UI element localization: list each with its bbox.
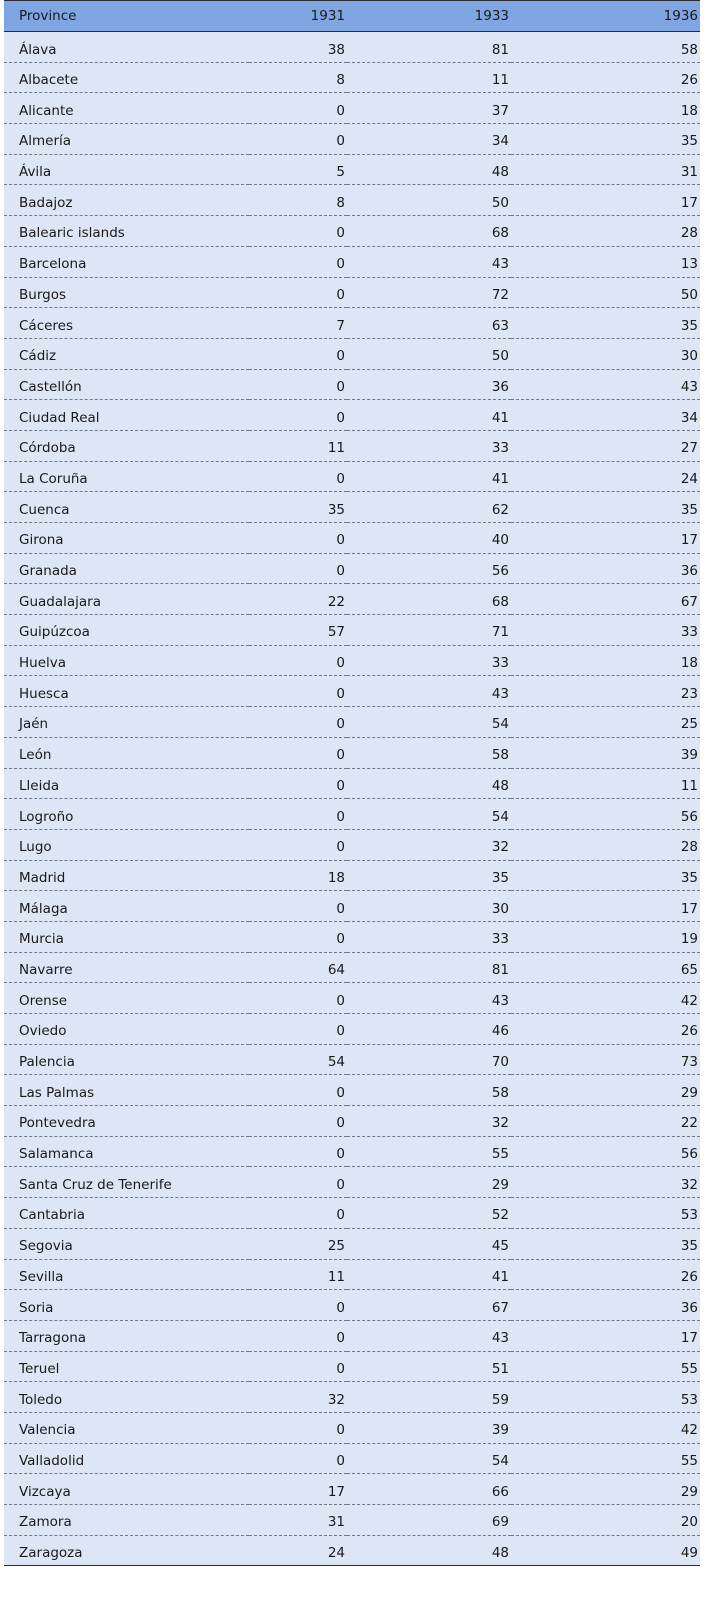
value-1933-cell: 33: [347, 430, 511, 461]
table-row: [4, 891, 700, 922]
value-1933-cell: 35: [347, 860, 511, 891]
province-cell: Cádiz: [4, 338, 249, 369]
province-cell: Salamanca: [4, 1136, 249, 1167]
table-row: [4, 584, 700, 615]
value-1931-cell: 0: [249, 676, 347, 707]
province-cell: Almería: [4, 124, 249, 155]
value-1933-cell: 34: [347, 124, 511, 155]
value-1936-cell: 34: [511, 400, 700, 431]
value-1933-cell: 58: [347, 1075, 511, 1106]
value-1933-cell: 54: [347, 707, 511, 738]
province-cell: Logroño: [4, 799, 249, 830]
province-cell: Guadalajara: [4, 584, 249, 615]
province-cell: Balearic islands: [4, 216, 249, 247]
value-1931-cell: 32: [249, 1382, 347, 1413]
value-1936-cell: 13: [511, 246, 700, 277]
province-cell: Barcelona: [4, 246, 249, 277]
value-1933-cell: 33: [347, 921, 511, 952]
province-cell: Oviedo: [4, 1014, 249, 1045]
value-1936-cell: 33: [511, 615, 700, 646]
value-1936-cell: 35: [511, 492, 700, 523]
value-1931-cell: 22: [249, 584, 347, 615]
value-1933-cell: 70: [347, 1044, 511, 1075]
value-1931-cell: 7: [249, 308, 347, 339]
value-1931-cell: 8: [249, 185, 347, 216]
value-1933-cell: 48: [347, 1535, 511, 1566]
province-cell: Badajoz: [4, 185, 249, 216]
province-cell: Cuenca: [4, 492, 249, 523]
value-1931-cell: 0: [249, 983, 347, 1014]
value-1933-cell: 63: [347, 308, 511, 339]
table-row: [4, 952, 700, 983]
table-row: [4, 1044, 700, 1075]
table-row: [4, 707, 700, 738]
value-1931-cell: 35: [249, 492, 347, 523]
value-1931-cell: 0: [249, 1351, 347, 1382]
province-cell: Santa Cruz de Tenerife: [4, 1167, 249, 1198]
province-table-container: [4, 0, 700, 1566]
value-1933-cell: 32: [347, 829, 511, 860]
value-1933-cell: 51: [347, 1351, 511, 1382]
value-1931-cell: 0: [249, 891, 347, 922]
value-1936-cell: 35: [511, 860, 700, 891]
province-cell: Valencia: [4, 1412, 249, 1443]
province-cell: Castellón: [4, 369, 249, 400]
value-1936-cell: 28: [511, 216, 700, 247]
province-cell: Cantabria: [4, 1198, 249, 1229]
value-1936-cell: 17: [511, 523, 700, 554]
province-cell: Lleida: [4, 768, 249, 799]
table-row: [4, 1136, 700, 1167]
province-cell: Zamora: [4, 1505, 249, 1536]
province-cell: Las Palmas: [4, 1075, 249, 1106]
province-cell: Sevilla: [4, 1259, 249, 1290]
value-1931-cell: 54: [249, 1044, 347, 1075]
value-1931-cell: 0: [249, 921, 347, 952]
value-1933-cell: 36: [347, 369, 511, 400]
value-1936-cell: 24: [511, 461, 700, 492]
value-1933-cell: 46: [347, 1014, 511, 1045]
value-1933-cell: 41: [347, 461, 511, 492]
table-row: [4, 1351, 700, 1382]
table-row: [4, 400, 700, 431]
table-row: [4, 1290, 700, 1321]
value-1936-cell: 30: [511, 338, 700, 369]
province-cell: Burgos: [4, 277, 249, 308]
value-1933-cell: 62: [347, 492, 511, 523]
value-1931-cell: 18: [249, 860, 347, 891]
value-1933-cell: 71: [347, 615, 511, 646]
value-1931-cell: 0: [249, 369, 347, 400]
value-1936-cell: 22: [511, 1106, 700, 1137]
table-row: [4, 492, 700, 523]
value-1936-cell: 25: [511, 707, 700, 738]
table-row: [4, 1505, 700, 1536]
province-cell: Córdoba: [4, 430, 249, 461]
table-row: [4, 32, 700, 63]
value-1936-cell: 23: [511, 676, 700, 707]
value-1931-cell: 5: [249, 154, 347, 185]
table-row: [4, 1320, 700, 1351]
table-row: [4, 308, 700, 339]
value-1931-cell: 0: [249, 1075, 347, 1106]
province-cell: Navarre: [4, 952, 249, 983]
table-row: [4, 645, 700, 676]
province-cell: Ávila: [4, 154, 249, 185]
table-row: [4, 338, 700, 369]
table-row: [4, 62, 700, 93]
header-1936: 1936: [511, 1, 700, 32]
table-row: [4, 1474, 700, 1505]
table-row: [4, 1075, 700, 1106]
value-1931-cell: 38: [249, 32, 347, 63]
value-1933-cell: 39: [347, 1412, 511, 1443]
value-1936-cell: 43: [511, 369, 700, 400]
value-1933-cell: 11: [347, 62, 511, 93]
table-row: [4, 1535, 700, 1566]
value-1936-cell: 42: [511, 983, 700, 1014]
table-row: [4, 860, 700, 891]
header-1933: 1933: [347, 1, 511, 32]
province-cell: Toledo: [4, 1382, 249, 1413]
province-cell: Guipúzcoa: [4, 615, 249, 646]
table-header: [4, 1, 700, 32]
province-cell: La Coruña: [4, 461, 249, 492]
value-1936-cell: 65: [511, 952, 700, 983]
value-1933-cell: 72: [347, 277, 511, 308]
value-1933-cell: 29: [347, 1167, 511, 1198]
value-1936-cell: 29: [511, 1075, 700, 1106]
value-1931-cell: 0: [249, 1443, 347, 1474]
province-cell: Segovia: [4, 1228, 249, 1259]
value-1933-cell: 30: [347, 891, 511, 922]
province-cell: Madrid: [4, 860, 249, 891]
value-1931-cell: 17: [249, 1474, 347, 1505]
table-row: [4, 93, 700, 124]
value-1933-cell: 67: [347, 1290, 511, 1321]
value-1933-cell: 43: [347, 983, 511, 1014]
value-1936-cell: 17: [511, 1320, 700, 1351]
province-cell: Zaragoza: [4, 1535, 249, 1566]
value-1936-cell: 36: [511, 1290, 700, 1321]
value-1931-cell: 0: [249, 1167, 347, 1198]
value-1931-cell: 11: [249, 1259, 347, 1290]
table-row: [4, 1106, 700, 1137]
value-1936-cell: 20: [511, 1505, 700, 1536]
province-cell: Huelva: [4, 645, 249, 676]
value-1931-cell: 8: [249, 62, 347, 93]
province-cell: Alicante: [4, 93, 249, 124]
table-row: [4, 185, 700, 216]
value-1933-cell: 43: [347, 246, 511, 277]
value-1931-cell: 0: [249, 338, 347, 369]
value-1936-cell: 27: [511, 430, 700, 461]
value-1933-cell: 66: [347, 1474, 511, 1505]
value-1931-cell: 0: [249, 1198, 347, 1229]
value-1936-cell: 53: [511, 1198, 700, 1229]
value-1933-cell: 32: [347, 1106, 511, 1137]
table-row: [4, 1382, 700, 1413]
table-row: [4, 430, 700, 461]
value-1936-cell: 18: [511, 645, 700, 676]
value-1933-cell: 81: [347, 32, 511, 63]
value-1936-cell: 56: [511, 799, 700, 830]
province-cell: León: [4, 737, 249, 768]
value-1933-cell: 41: [347, 1259, 511, 1290]
value-1936-cell: 28: [511, 829, 700, 860]
value-1931-cell: 11: [249, 430, 347, 461]
table-row: [4, 1259, 700, 1290]
table-row: [4, 461, 700, 492]
value-1936-cell: 67: [511, 584, 700, 615]
value-1933-cell: 55: [347, 1136, 511, 1167]
table-row: [4, 676, 700, 707]
province-cell: Jaén: [4, 707, 249, 738]
value-1933-cell: 68: [347, 584, 511, 615]
table-row: [4, 154, 700, 185]
table-row: [4, 1014, 700, 1045]
province-cell: Álava: [4, 32, 249, 63]
province-cell: Cáceres: [4, 308, 249, 339]
value-1933-cell: 40: [347, 523, 511, 554]
province-cell: Pontevedra: [4, 1106, 249, 1137]
value-1931-cell: 0: [249, 1290, 347, 1321]
value-1931-cell: 0: [249, 124, 347, 155]
table-row: [4, 523, 700, 554]
value-1936-cell: 26: [511, 1259, 700, 1290]
value-1931-cell: 0: [249, 1136, 347, 1167]
table-row: [4, 216, 700, 247]
value-1933-cell: 33: [347, 645, 511, 676]
table-row: [4, 1412, 700, 1443]
province-cell: Granada: [4, 553, 249, 584]
value-1931-cell: 0: [249, 1412, 347, 1443]
value-1931-cell: 25: [249, 1228, 347, 1259]
province-cell: Orense: [4, 983, 249, 1014]
value-1931-cell: 0: [249, 645, 347, 676]
value-1936-cell: 31: [511, 154, 700, 185]
value-1931-cell: 0: [249, 400, 347, 431]
header-province: Province: [4, 1, 249, 32]
value-1933-cell: 54: [347, 799, 511, 830]
table-row: [4, 1443, 700, 1474]
value-1936-cell: 26: [511, 1014, 700, 1045]
province-cell: Soria: [4, 1290, 249, 1321]
value-1936-cell: 53: [511, 1382, 700, 1413]
table-row: [4, 983, 700, 1014]
value-1933-cell: 48: [347, 768, 511, 799]
table-row: [4, 553, 700, 584]
province-cell: Girona: [4, 523, 249, 554]
province-cell: Vizcaya: [4, 1474, 249, 1505]
province-cell: Málaga: [4, 891, 249, 922]
value-1931-cell: 0: [249, 216, 347, 247]
value-1936-cell: 49: [511, 1535, 700, 1566]
table-row: [4, 1198, 700, 1229]
province-cell: Albacete: [4, 62, 249, 93]
province-cell: Huesca: [4, 676, 249, 707]
table-row: [4, 615, 700, 646]
province-cell: Lugo: [4, 829, 249, 860]
header-row: [4, 1, 700, 32]
province-cell: Ciudad Real: [4, 400, 249, 431]
province-cell: Palencia: [4, 1044, 249, 1075]
value-1936-cell: 26: [511, 62, 700, 93]
table-row: [4, 799, 700, 830]
table-body: [4, 32, 700, 1566]
value-1936-cell: 35: [511, 124, 700, 155]
value-1936-cell: 73: [511, 1044, 700, 1075]
value-1936-cell: 17: [511, 185, 700, 216]
value-1936-cell: 58: [511, 32, 700, 63]
value-1936-cell: 29: [511, 1474, 700, 1505]
value-1931-cell: 0: [249, 277, 347, 308]
value-1936-cell: 50: [511, 277, 700, 308]
table-row: [4, 124, 700, 155]
value-1936-cell: 32: [511, 1167, 700, 1198]
value-1936-cell: 19: [511, 921, 700, 952]
value-1933-cell: 43: [347, 676, 511, 707]
value-1933-cell: 43: [347, 1320, 511, 1351]
value-1933-cell: 48: [347, 154, 511, 185]
table-row: [4, 737, 700, 768]
value-1931-cell: 57: [249, 615, 347, 646]
value-1931-cell: 24: [249, 1535, 347, 1566]
province-cell: Valladolid: [4, 1443, 249, 1474]
value-1931-cell: 31: [249, 1505, 347, 1536]
province-cell: Teruel: [4, 1351, 249, 1382]
value-1931-cell: 0: [249, 707, 347, 738]
value-1933-cell: 37: [347, 93, 511, 124]
value-1936-cell: 39: [511, 737, 700, 768]
value-1936-cell: 17: [511, 891, 700, 922]
value-1933-cell: 81: [347, 952, 511, 983]
value-1931-cell: 0: [249, 1106, 347, 1137]
value-1933-cell: 56: [347, 553, 511, 584]
value-1931-cell: 0: [249, 829, 347, 860]
value-1936-cell: 42: [511, 1412, 700, 1443]
value-1931-cell: 64: [249, 952, 347, 983]
table-row: [4, 1167, 700, 1198]
province-cell: Tarragona: [4, 1320, 249, 1351]
value-1936-cell: 18: [511, 93, 700, 124]
value-1931-cell: 0: [249, 246, 347, 277]
value-1931-cell: 0: [249, 553, 347, 584]
value-1933-cell: 45: [347, 1228, 511, 1259]
table-row: [4, 246, 700, 277]
province-table: [4, 0, 700, 1566]
table-row: [4, 921, 700, 952]
value-1936-cell: 56: [511, 1136, 700, 1167]
table-row: [4, 277, 700, 308]
value-1936-cell: 35: [511, 308, 700, 339]
value-1936-cell: 55: [511, 1443, 700, 1474]
value-1933-cell: 50: [347, 185, 511, 216]
value-1936-cell: 36: [511, 553, 700, 584]
table-row: [4, 369, 700, 400]
value-1931-cell: 0: [249, 768, 347, 799]
value-1933-cell: 50: [347, 338, 511, 369]
value-1933-cell: 68: [347, 216, 511, 247]
value-1936-cell: 11: [511, 768, 700, 799]
value-1931-cell: 0: [249, 1320, 347, 1351]
value-1933-cell: 69: [347, 1505, 511, 1536]
province-cell: Murcia: [4, 921, 249, 952]
header-1931: 1931: [249, 1, 347, 32]
value-1933-cell: 59: [347, 1382, 511, 1413]
value-1933-cell: 52: [347, 1198, 511, 1229]
table-row: [4, 768, 700, 799]
value-1933-cell: 54: [347, 1443, 511, 1474]
value-1933-cell: 41: [347, 400, 511, 431]
table-row: [4, 829, 700, 860]
value-1931-cell: 0: [249, 461, 347, 492]
value-1936-cell: 55: [511, 1351, 700, 1382]
value-1933-cell: 58: [347, 737, 511, 768]
value-1936-cell: 35: [511, 1228, 700, 1259]
value-1931-cell: 0: [249, 799, 347, 830]
value-1931-cell: 0: [249, 93, 347, 124]
value-1931-cell: 0: [249, 737, 347, 768]
table-row: [4, 1228, 700, 1259]
value-1931-cell: 0: [249, 1014, 347, 1045]
value-1931-cell: 0: [249, 523, 347, 554]
